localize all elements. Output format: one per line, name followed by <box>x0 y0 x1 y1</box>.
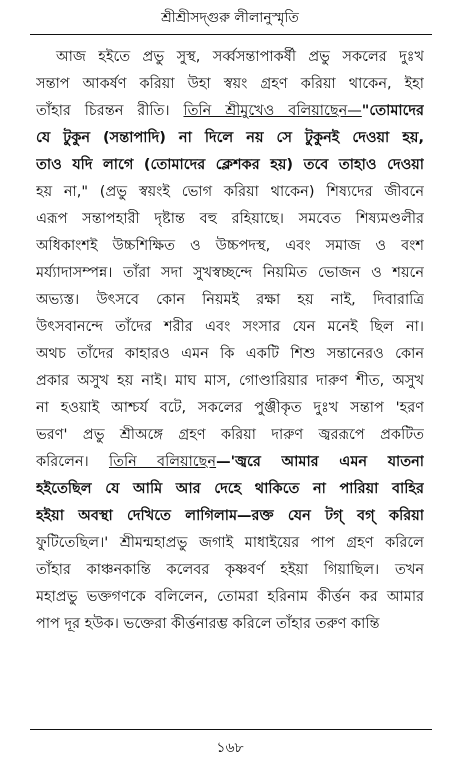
body-text <box>36 44 424 638</box>
footer-rule <box>30 729 432 730</box>
quote-line: হইতেছিল যে আমি আর দেহে থাকিতে না পারিয়া বাহির <box>36 481 424 497</box>
text-run: করিলেন। <box>36 454 89 470</box>
text-line: অভ্যস্ত। উৎসবে কোন নিয়মই রক্ষা হয় নাই, দিবারাত্রি <box>36 292 424 308</box>
text-line <box>36 98 424 125</box>
text-line: পাপ দূর হউক। ভক্তেরা কীর্ত্তনারম্ভ করিলে তাঁহার তরুণ কান্তি <box>36 616 380 632</box>
page-number: ১৬৮ <box>216 740 244 756</box>
text-line: ফুটিতেছিল।' শ্রীমন্মহাপ্রভু জগাই মাধাইয়ের পাপ গ্রহণ করিলে <box>36 535 424 551</box>
text-line: ভরণ' প্রভু শ্রীঅঙ্গে গ্রহণ করিয়া দারুণ জ্বররূপে প্রকটিত <box>36 427 424 443</box>
text-line: উৎসবানন্দে তাঁদের শরীর এবং সংসার যেন মনেই ছিল না। <box>36 319 424 335</box>
quote-bold-text: "তোমাদের <box>361 103 424 119</box>
quote-line: যে টুকুন (সন্তাপাদি) না দিলে নয় সে টুকুনই দেওয়া হয়, <box>36 130 424 146</box>
text-line: সন্তাপ আকর্ষণ করিয়া উহা স্বয়ং গ্রহণ করিয়া থাকেন, ইহা <box>36 76 424 92</box>
underlined-text: তিনি বলিয়াছেন <box>108 454 217 470</box>
quote-bold-text: —'জ্বরে আমার এমন যাতনা <box>216 454 424 470</box>
text-line: না হওয়াই আশ্চর্য বটে, সকলের পুঞ্জীকৃত দুঃখ সন্তাপ 'হরণ <box>36 400 424 416</box>
text-line: এরূপ সন্তাপহারী দৃষ্টান্ত বহু রহিয়াছে। সমবেত শিষ্যমণ্ডলীর <box>36 211 424 227</box>
underlined-text: তিনি শ্রীমুখেও বলিয়াছেন— <box>183 103 362 119</box>
text-line: তাঁহার কাঞ্চনকান্তি কলেবর কৃষ্ণবর্ণ হইয়া গিয়াছিল। তখন <box>36 562 424 578</box>
text-line: অধিকাংশই উচ্চশিক্ষিত ও উচ্চপদস্থ, এবং সমাজ ও বংশ <box>36 238 424 254</box>
text-line <box>36 449 424 476</box>
text-line: অথচ তাঁদের কাহারও এমন কি একটি শিশু সন্তানেরও কোন <box>36 346 424 362</box>
text-line: মহাপ্রভু ভক্তগণকে বলিলেন, তোমরা হরিনাম কীর্ত্তন কর আমার <box>36 589 424 605</box>
text-line: আজ হইতে প্রভু সুস্থ, সর্ব্বসন্তাপাকর্ষী প্রভু সকলের দুঃখ <box>56 49 424 65</box>
text-line: মর্য্যাদাসম্পন্ন। তাঁরা সদা সুখস্বচ্ছন্দে নিয়মিত ভোজন ও শয়নে <box>36 265 424 281</box>
text-line: প্রকার অসুখ হয় নাই। মাঘ মাস, গোণ্ডারিয়ার দারুণ শীত, অসুখ <box>36 373 424 389</box>
running-header: শ্রীশ্রীসদ্গুরু লীলানুস্মৃতি <box>161 10 299 26</box>
quote-line: হইয়া অবস্থা দেখিতে লাগিলাম—রক্ত যেন টগ্ বগ্ করিয়া <box>36 508 424 524</box>
text-run: তাঁহার চিরন্তন রীতি। <box>36 103 170 119</box>
text-line: হয় না," (প্রভু স্বয়ংই ভোগ করিয়া থাকেন) শিষ্যদের জীবনে <box>36 184 424 200</box>
header-rule <box>30 34 432 35</box>
quote-line: তাও যদি লাগে (তোমাদের ক্লেশকর হয়) তবে তাহাও দেওয়া <box>36 157 424 173</box>
